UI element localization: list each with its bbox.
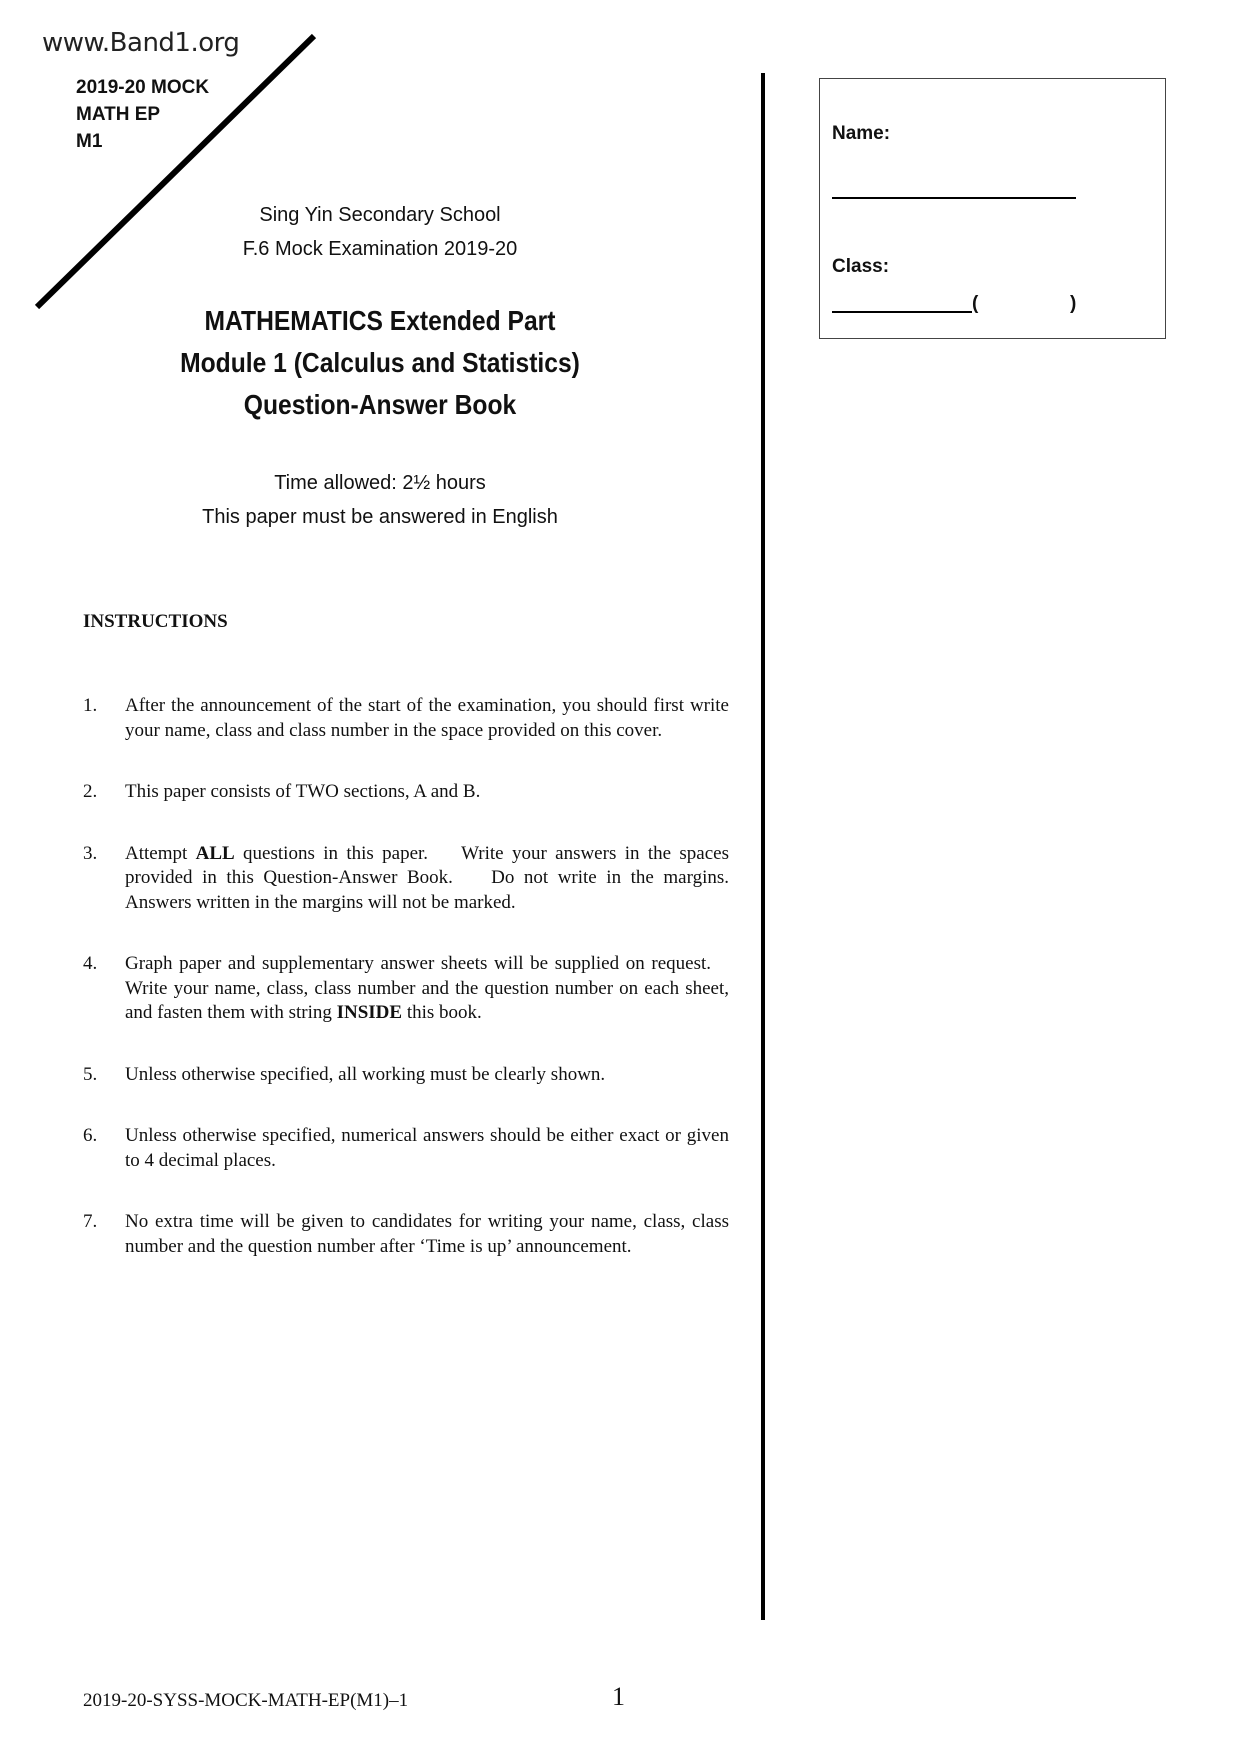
instruction-text: No extra time will be given to candidates for writing your name, class, class number and the question number after ‘Time is up’ announcement. <box>125 1211 729 1257</box>
instruction-number: 7. <box>83 1211 98 1232</box>
title-line: Module 1 (Calculus and Statistics) <box>180 347 580 378</box>
instruction-item <box>83 1124 729 1173</box>
code-line: M1 <box>76 131 103 152</box>
instruction-item <box>83 842 729 916</box>
instruction-item <box>83 1210 729 1259</box>
diagonal-line <box>0 0 340 320</box>
instruction-item <box>83 1063 729 1088</box>
instruction-number: 2. <box>83 781 98 802</box>
instruction-number: 1. <box>83 695 98 716</box>
instruction-number: 6. <box>83 1125 98 1146</box>
school-header <box>0 198 760 266</box>
instruction-item <box>83 780 729 805</box>
name-label: Name: <box>832 123 891 144</box>
margin-line <box>761 73 765 1620</box>
class-line[interactable] <box>832 311 972 313</box>
instruction-text: Attempt ALL questions in this paper. Write your answers in the spaces provided in this Question-Answer Book. Do not write in the margins. Answers written in the margins will not be marked. <box>125 842 729 913</box>
instruction-text: This paper consists of TWO sections, A and B. <box>125 781 481 802</box>
footer-code: 2019-20-SYSS-MOCK-MATH-EP(M1)–1 <box>83 1690 409 1711</box>
exam-info <box>0 466 760 534</box>
instruction-number: 5. <box>83 1063 98 1085</box>
instruction-item <box>83 952 729 1026</box>
page-number: 1 <box>612 1682 625 1711</box>
code-line: MATH EP <box>76 104 161 125</box>
title-line: Question-Answer Book <box>243 389 517 420</box>
open-paren: ( <box>972 293 979 314</box>
instruction-text: After the announcement of the start of the examination, you should first write your name, class and class number in the space provided on this cover. <box>125 695 729 741</box>
close-paren: ) <box>1070 293 1077 314</box>
title-line: MATHEMATICS Extended Part <box>204 305 556 336</box>
instruction-number: 4. <box>83 953 98 974</box>
class-label: Class: <box>832 256 890 277</box>
paper-code <box>76 74 209 155</box>
instructions-list <box>83 694 729 1296</box>
language-note: This paper must be answered in English <box>202 506 558 528</box>
code-line: 2019-20 MOCK <box>76 77 210 98</box>
instruction-text: Unless otherwise specified, numerical answers should be either exact or given to 4 decimal places. <box>125 1125 729 1171</box>
name-line[interactable] <box>832 197 1076 199</box>
instruction-item <box>83 694 729 743</box>
instruction-number: 3. <box>83 842 98 864</box>
instruction-text: Unless otherwise specified, all working must be clearly shown. <box>125 1063 606 1085</box>
school-name: Sing Yin Secondary School <box>259 204 501 226</box>
paper-title <box>46 300 715 426</box>
time-allowed: Time allowed: 2½ hours <box>274 472 486 494</box>
candidate-info-box <box>819 78 1166 339</box>
exam-name: F.6 Mock Examination 2019-20 <box>242 238 518 260</box>
watermark: www.Band1.org <box>42 28 240 58</box>
instruction-text: Graph paper and supplementary answer sheets will be supplied on request. Write your name, class, class number and the question number on each sheet, and fasten them with string INSIDE this book. <box>125 953 729 1023</box>
instructions-heading: INSTRUCTIONS <box>83 611 228 632</box>
